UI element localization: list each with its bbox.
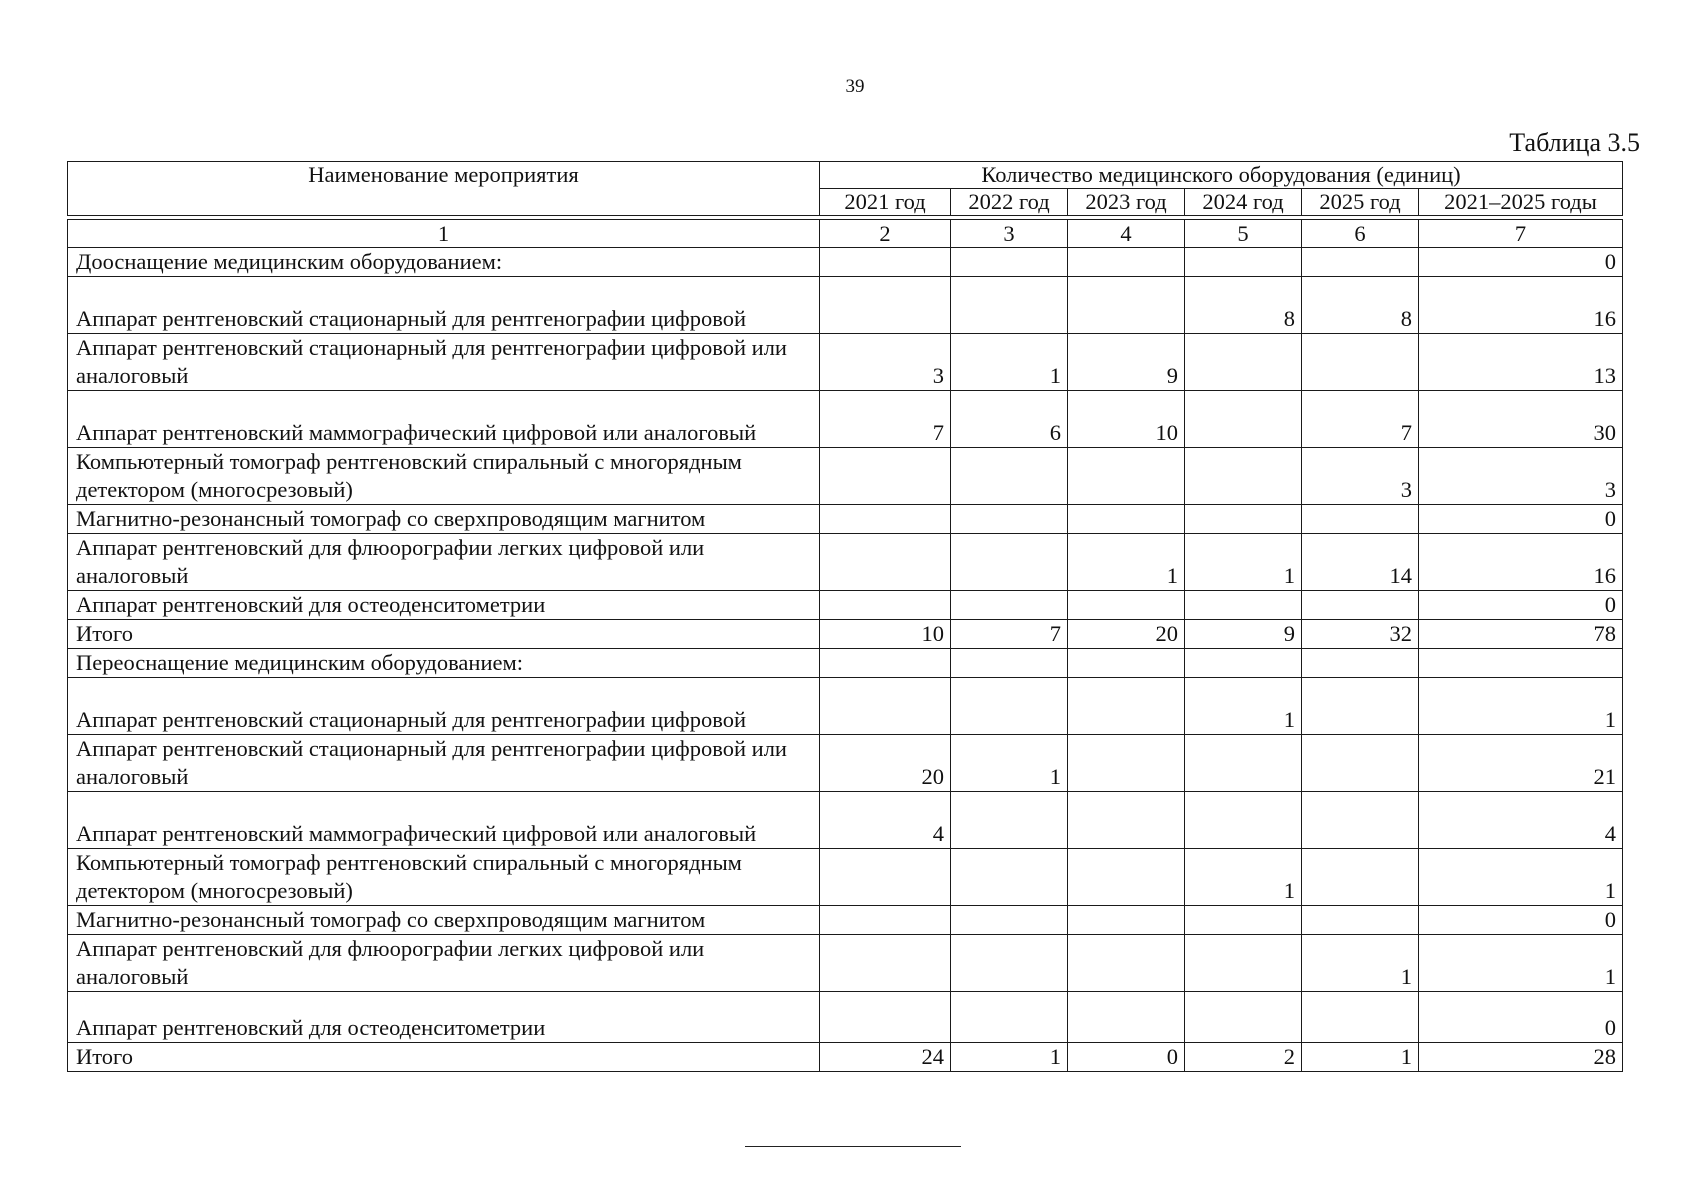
row-name: Магнитно-резонансный томограф со сверхпроводящим магнитом bbox=[68, 906, 820, 935]
year-value-cell: 1 bbox=[1185, 534, 1302, 591]
table-row bbox=[68, 448, 1623, 505]
column-number: 5 bbox=[1185, 220, 1302, 248]
year-value-cell bbox=[820, 678, 951, 735]
year-value-cell bbox=[1185, 334, 1302, 391]
year-value-cell: 2 bbox=[1185, 1043, 1302, 1072]
row-name: Компьютерный томограф рентгеновский спиральный с многорядным детектором (многосрезовый) bbox=[68, 849, 820, 906]
year-value-cell bbox=[1185, 505, 1302, 534]
table-row bbox=[68, 849, 1623, 906]
year-value-cell: 1 bbox=[951, 334, 1068, 391]
year-value-cell bbox=[1068, 591, 1185, 620]
year-value-cell bbox=[1068, 248, 1185, 277]
row-total-cell: 0 bbox=[1419, 591, 1623, 620]
table-caption: Таблица 3.5 bbox=[1509, 128, 1640, 157]
year-value-cell: 9 bbox=[1185, 620, 1302, 649]
row-name: Аппарат рентгеновский стационарный для рентгенографии цифровой bbox=[68, 678, 820, 735]
year-value-cell: 10 bbox=[820, 620, 951, 649]
year-value-cell bbox=[1185, 448, 1302, 505]
year-value-cell: 1 bbox=[1068, 534, 1185, 591]
year-value-cell: 6 bbox=[951, 391, 1068, 448]
year-value-cell bbox=[951, 992, 1068, 1043]
table-row bbox=[68, 992, 1623, 1043]
year-value-cell bbox=[1302, 906, 1419, 935]
total-row bbox=[68, 620, 1623, 649]
row-name: Аппарат рентгеновский маммографический цифровой или аналоговый bbox=[68, 391, 820, 448]
year-value-cell bbox=[820, 505, 951, 534]
row-total-cell: 4 bbox=[1419, 792, 1623, 849]
column-number: 3 bbox=[951, 220, 1068, 248]
year-value-cell bbox=[1068, 906, 1185, 935]
row-total-cell: 1 bbox=[1419, 849, 1623, 906]
table-row bbox=[68, 505, 1623, 534]
column-number: 2 bbox=[820, 220, 951, 248]
year-value-cell bbox=[1068, 792, 1185, 849]
column-number: 6 bbox=[1302, 220, 1419, 248]
page-number: 39 bbox=[845, 76, 865, 97]
year-value-cell bbox=[1302, 591, 1419, 620]
row-total-cell: 28 bbox=[1419, 1043, 1623, 1072]
table-row bbox=[68, 334, 1623, 391]
header-year: 2023 год bbox=[1068, 189, 1185, 216]
row-total-cell: 16 bbox=[1419, 534, 1623, 591]
row-name: Аппарат рентгеновский стационарный для рентгенографии цифровой или аналоговый bbox=[68, 334, 820, 391]
year-value-cell bbox=[1068, 735, 1185, 792]
year-value-cell bbox=[1185, 906, 1302, 935]
year-value-cell bbox=[820, 935, 951, 992]
header-group: Количество медицинского оборудования (единиц) bbox=[820, 162, 1623, 189]
year-value-cell: 3 bbox=[1302, 448, 1419, 505]
header-year: 2022 год bbox=[951, 189, 1068, 216]
year-value-cell: 14 bbox=[1302, 534, 1419, 591]
year-value-cell bbox=[1185, 391, 1302, 448]
row-name: Аппарат рентгеновский для остеоденситометрии bbox=[68, 591, 820, 620]
year-value-cell: 8 bbox=[1302, 277, 1419, 334]
row-total-cell: 16 bbox=[1419, 277, 1623, 334]
year-value-cell bbox=[820, 992, 951, 1043]
total-label: Итого bbox=[68, 1043, 820, 1072]
year-value-cell: 20 bbox=[820, 735, 951, 792]
table-row bbox=[68, 906, 1623, 935]
table-row bbox=[68, 534, 1623, 591]
year-value-cell: 20 bbox=[1068, 620, 1185, 649]
year-value-cell bbox=[1068, 505, 1185, 534]
row-name: Аппарат рентгеновский для остеоденситометрии bbox=[68, 992, 820, 1043]
year-value-cell bbox=[951, 248, 1068, 277]
year-value-cell bbox=[1068, 277, 1185, 334]
column-number: 7 bbox=[1419, 220, 1623, 248]
table-row bbox=[68, 735, 1623, 792]
year-value-cell bbox=[1185, 591, 1302, 620]
year-value-cell: 9 bbox=[1068, 334, 1185, 391]
row-total-cell: 0 bbox=[1419, 248, 1623, 277]
total-row bbox=[68, 1043, 1623, 1072]
header-name-col: Наименование мероприятия bbox=[68, 162, 820, 216]
year-value-cell bbox=[951, 448, 1068, 505]
row-total-cell: 3 bbox=[1419, 448, 1623, 505]
row-total-cell bbox=[1419, 649, 1623, 678]
column-number: 1 bbox=[68, 220, 820, 248]
year-value-cell: 1 bbox=[951, 735, 1068, 792]
total-label: Итого bbox=[68, 620, 820, 649]
row-total-cell: 30 bbox=[1419, 391, 1623, 448]
table-row bbox=[68, 248, 1623, 277]
row-total-cell: 1 bbox=[1419, 935, 1623, 992]
column-numbers-row bbox=[68, 220, 1623, 248]
table-row bbox=[68, 792, 1623, 849]
year-value-cell bbox=[820, 649, 951, 678]
year-value-cell: 1 bbox=[1185, 849, 1302, 906]
year-value-cell: 0 bbox=[1068, 1043, 1185, 1072]
year-value-cell bbox=[1185, 649, 1302, 678]
header-year: 2024 год bbox=[1185, 189, 1302, 216]
year-value-cell bbox=[1302, 735, 1419, 792]
year-value-cell bbox=[951, 505, 1068, 534]
header-year: 2025 год bbox=[1302, 189, 1419, 216]
row-name: Переоснащение медицинским оборудованием: bbox=[68, 649, 820, 678]
year-value-cell bbox=[951, 591, 1068, 620]
year-value-cell: 1 bbox=[1302, 935, 1419, 992]
year-value-cell: 7 bbox=[951, 620, 1068, 649]
year-value-cell bbox=[1185, 248, 1302, 277]
row-name: Аппарат рентгеновский для флюорографии легких цифровой или аналоговый bbox=[68, 935, 820, 992]
year-value-cell: 4 bbox=[820, 792, 951, 849]
row-total-cell: 78 bbox=[1419, 620, 1623, 649]
year-value-cell bbox=[1068, 849, 1185, 906]
row-total-cell: 1 bbox=[1419, 678, 1623, 735]
year-value-cell bbox=[951, 792, 1068, 849]
year-value-cell bbox=[951, 935, 1068, 992]
year-value-cell: 1 bbox=[1185, 678, 1302, 735]
row-total-cell: 0 bbox=[1419, 906, 1623, 935]
table-row bbox=[68, 391, 1623, 448]
table-row bbox=[68, 591, 1623, 620]
year-value-cell: 7 bbox=[820, 391, 951, 448]
column-number: 4 bbox=[1068, 220, 1185, 248]
row-name: Аппарат рентгеновский маммографический цифровой или аналоговый bbox=[68, 792, 820, 849]
year-value-cell bbox=[820, 849, 951, 906]
year-value-cell bbox=[1068, 678, 1185, 735]
year-value-cell: 10 bbox=[1068, 391, 1185, 448]
row-name: Аппарат рентгеновский для флюорографии легких цифровой или аналоговый bbox=[68, 534, 820, 591]
header-year-total: 2021–2025 годы bbox=[1419, 189, 1623, 216]
year-value-cell bbox=[1068, 992, 1185, 1043]
table-row bbox=[68, 678, 1623, 735]
year-value-cell bbox=[1302, 649, 1419, 678]
year-value-cell bbox=[820, 248, 951, 277]
year-value-cell bbox=[1068, 935, 1185, 992]
year-value-cell bbox=[1302, 992, 1419, 1043]
row-name: Аппарат рентгеновский стационарный для рентгенографии цифровой bbox=[68, 277, 820, 334]
year-value-cell: 1 bbox=[1302, 1043, 1419, 1072]
year-value-cell: 3 bbox=[820, 334, 951, 391]
year-value-cell bbox=[951, 649, 1068, 678]
year-value-cell bbox=[1302, 678, 1419, 735]
year-value-cell bbox=[951, 534, 1068, 591]
year-value-cell: 7 bbox=[1302, 391, 1419, 448]
year-value-cell bbox=[820, 534, 951, 591]
year-value-cell bbox=[1185, 792, 1302, 849]
year-value-cell: 8 bbox=[1185, 277, 1302, 334]
year-value-cell bbox=[820, 277, 951, 334]
table-row bbox=[68, 935, 1623, 992]
row-total-cell: 0 bbox=[1419, 992, 1623, 1043]
row-total-cell: 13 bbox=[1419, 334, 1623, 391]
year-value-cell: 24 bbox=[820, 1043, 951, 1072]
year-value-cell bbox=[1302, 248, 1419, 277]
row-total-cell: 21 bbox=[1419, 735, 1623, 792]
year-value-cell bbox=[1302, 505, 1419, 534]
bottom-rule bbox=[745, 1146, 961, 1147]
row-name: Аппарат рентгеновский стационарный для рентгенографии цифровой или аналоговый bbox=[68, 735, 820, 792]
year-value-cell bbox=[1068, 448, 1185, 505]
year-value-cell bbox=[951, 277, 1068, 334]
year-value-cell bbox=[951, 678, 1068, 735]
year-value-cell bbox=[1185, 992, 1302, 1043]
row-name: Компьютерный томограф рентгеновский спиральный с многорядным детектором (многосрезовый) bbox=[68, 448, 820, 505]
row-name: Дооснащение медицинским оборудованием: bbox=[68, 248, 820, 277]
year-value-cell bbox=[1302, 334, 1419, 391]
year-value-cell bbox=[820, 906, 951, 935]
year-value-cell bbox=[951, 849, 1068, 906]
header-year: 2021 год bbox=[820, 189, 951, 216]
year-value-cell: 32 bbox=[1302, 620, 1419, 649]
year-value-cell bbox=[1302, 849, 1419, 906]
table-row bbox=[68, 277, 1623, 334]
year-value-cell bbox=[1185, 735, 1302, 792]
header-row-1 bbox=[68, 162, 1623, 189]
row-name: Магнитно-резонансный томограф со сверхпроводящим магнитом bbox=[68, 505, 820, 534]
year-value-cell bbox=[1185, 935, 1302, 992]
year-value-cell bbox=[820, 448, 951, 505]
year-value-cell bbox=[951, 906, 1068, 935]
row-total-cell: 0 bbox=[1419, 505, 1623, 534]
year-value-cell bbox=[1068, 649, 1185, 678]
year-value-cell bbox=[820, 591, 951, 620]
year-value-cell bbox=[1302, 792, 1419, 849]
equipment-table bbox=[67, 161, 1623, 1072]
table-row bbox=[68, 649, 1623, 678]
year-value-cell: 1 bbox=[951, 1043, 1068, 1072]
